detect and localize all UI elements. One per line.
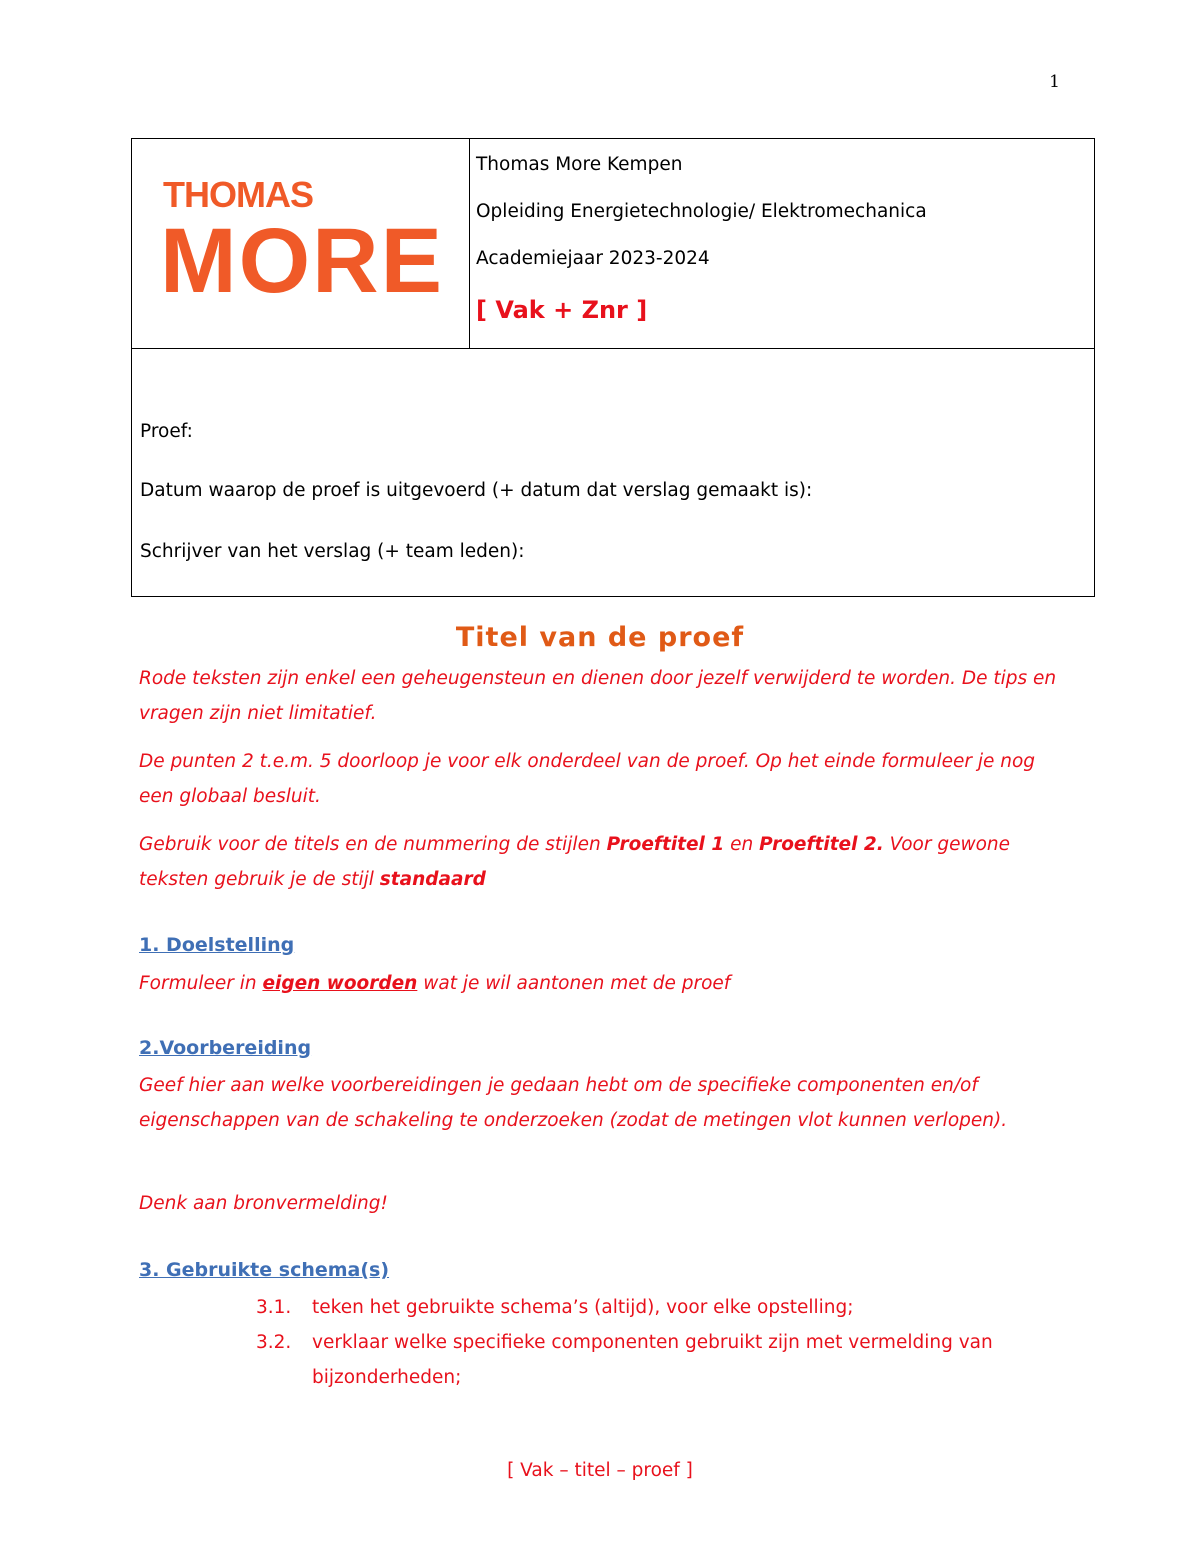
intro-paragraph-1: Rode teksten zijn enkel een geheugensteun en dienen door jezelf verwijderd te worden. De tips en vragen zijn niet limitatief. — [139, 668, 1057, 724]
document-title: Titel van de proef — [455, 622, 745, 653]
thomas-more-logo — [160, 177, 440, 297]
date-label: Datum waarop de proef is uitgevoerd (+ datum dat verslag gemaakt is): — [140, 480, 813, 501]
intro-paragraph-3 — [139, 827, 1074, 897]
list-item-text: teken het gebruikte schema’s (altijd), voor elke opstelling; — [312, 1297, 854, 1318]
institution-name: Thomas More Kempen — [476, 154, 683, 175]
text-span: Gebruik voor de titels en de nummering de stijlen — [139, 834, 607, 855]
list-item-number: 3.2. — [256, 1332, 292, 1353]
text-span: Formuleer in — [139, 973, 263, 994]
style-name-proeftitel-2: Proeftitel 2. — [759, 834, 884, 855]
heading-gebruikte-schemas: 3. Gebruikte schema(s) — [139, 1259, 390, 1281]
voorbereiding-text: Geef hier aan welke voorbereidingen je gedaan hebt om de specifieke componenten en/of eigenschappen van de schakeling te onderzoeken (zodat de metingen vlot kunnen verlopen). — [139, 1075, 1008, 1131]
page-number: 1 — [1049, 72, 1060, 92]
style-name-standaard: standaard — [379, 869, 486, 890]
intro-paragraph-2: De punten 2 t.e.m. 5 doorloop je voor elk onderdeel van de proef. Op het einde formuleer je nog een globaal besluit. — [139, 751, 1036, 807]
author-label: Schrijver van het verslag (+ team leden): — [140, 541, 525, 562]
header-table — [131, 138, 1095, 597]
emphasis-eigen-woorden: eigen woorden — [262, 973, 418, 994]
doelstelling-text — [139, 966, 1074, 1001]
style-name-proeftitel-1: Proeftitel 1 — [606, 834, 725, 855]
heading-doelstelling: 1. Doelstelling — [139, 934, 295, 956]
heading-voorbereiding: 2.Voorbereiding — [139, 1037, 312, 1059]
course-code: [ Vak + Znr ] — [476, 296, 648, 324]
list-item-text: verklaar welke specifieke componenten gebruikt zijn met vermelding van bijzonderheden; — [312, 1332, 993, 1388]
bronvermelding-note: Denk aan bronvermelding! — [139, 1193, 388, 1214]
logo-text-top: THOMAS — [163, 177, 313, 215]
text-span: wat je wil aantonen met de proef — [417, 973, 731, 994]
proef-label: Proef: — [140, 421, 193, 442]
list-item-number: 3.1. — [256, 1297, 292, 1318]
academic-year: Academiejaar 2023-2024 — [476, 248, 710, 269]
page-footer: [ Vak – titel – proef ] — [507, 1460, 693, 1481]
info-cell — [470, 139, 1094, 349]
logo-text-bottom: MORE — [160, 210, 438, 297]
text-span: en — [724, 834, 760, 855]
program-name: Opleiding Energietechnologie/ Elektromechanica — [476, 201, 927, 222]
text-span: Voor gewone teksten gebruik je de stijl — [139, 834, 1011, 890]
logo-cell — [132, 139, 470, 349]
proef-cell — [132, 348, 1094, 596]
